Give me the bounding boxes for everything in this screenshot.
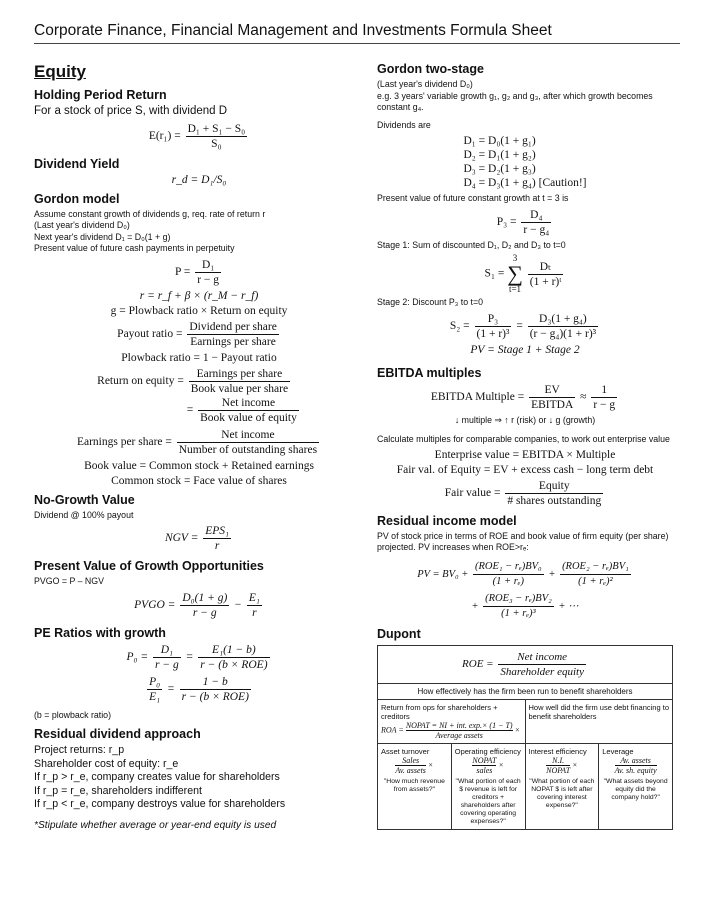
ebitda-heading: EBITDA multiples bbox=[377, 365, 482, 380]
dupont-c1-question: "How much revenue from assets?" bbox=[383, 777, 445, 793]
dividend-stack bbox=[463, 134, 586, 190]
page-title: Corporate Finance, Financial Management and Investments Formula Sheet bbox=[34, 22, 680, 44]
dupont-c1-times: × bbox=[427, 759, 434, 769]
dupont-c3-title: Interest efficiency bbox=[528, 746, 587, 756]
dividend-d3: D₃ = D₂(1 + g₃) bbox=[463, 163, 536, 175]
dupont-c1-num: Sales bbox=[395, 756, 426, 766]
s2-num2: D₃(1 + g₄) bbox=[528, 312, 598, 327]
ri-d3: (1 + rₑ)³ bbox=[501, 607, 536, 619]
roe-den2: Book value of equity bbox=[200, 411, 297, 424]
s2-den2: (r − g₄)(1 + r)³ bbox=[529, 327, 597, 340]
eps-den: Number of outstanding shares bbox=[178, 443, 318, 456]
g-formula: g = Plowback ratio × Return on equity bbox=[110, 304, 288, 317]
dupont-c4-title: Leverage bbox=[602, 746, 634, 756]
dupont-roa-lhs: ROA = bbox=[381, 724, 404, 734]
dupont-roe-num: Net income bbox=[498, 650, 586, 665]
pvgo-den2: r bbox=[252, 606, 257, 619]
pvgo-frac1 bbox=[180, 591, 229, 620]
gordon-heading: Gordon model bbox=[34, 191, 120, 206]
payout-formula bbox=[34, 320, 364, 349]
ebitda-frac2 bbox=[591, 383, 617, 412]
s2-frac2 bbox=[528, 312, 598, 341]
gordon-p-num: D₁ bbox=[195, 258, 221, 273]
residual-div-l4: If r_p = r_e, shareholders indifferent bbox=[34, 784, 202, 797]
ebitda-num1: EV bbox=[529, 383, 575, 398]
pe-n2: E₁(1 − b) bbox=[198, 643, 269, 658]
dividend-d4: D₄ = D₃(1 + g₄) [Caution!] bbox=[463, 177, 587, 189]
pe-heading: PE Ratios with growth bbox=[34, 625, 166, 640]
dividend-list bbox=[377, 134, 673, 190]
ri-frac2 bbox=[560, 560, 631, 589]
pvgo-heading: Present Value of Growth Opportunities bbox=[34, 559, 264, 573]
dupont-c3-times: × bbox=[572, 759, 578, 769]
two-stage-l3: Dividends are bbox=[377, 119, 431, 130]
roe-den1: Book value per share bbox=[190, 382, 289, 395]
sum-bottom: t=1 bbox=[508, 284, 522, 294]
roe-lhs: Return on equity = bbox=[97, 374, 184, 387]
pvgo-frac2 bbox=[247, 591, 262, 620]
dividend-d2: D₂ = D₁(1 + g₂) bbox=[463, 149, 536, 161]
pe-lhs1: P₀ = bbox=[126, 650, 149, 663]
dupont-c2-formula bbox=[455, 756, 522, 775]
fv-num: Equity bbox=[505, 479, 603, 494]
dupont-cell-operating-efficiency bbox=[452, 744, 526, 829]
dupont-c3-num: N.I. bbox=[546, 756, 570, 766]
dupont-c4-frac bbox=[615, 756, 657, 775]
plowback-formula: Plowback ratio = 1 − Payout ratio bbox=[121, 351, 277, 364]
dupont-c4-den: Av. sh. equity bbox=[614, 765, 657, 775]
pe-d2: r − (b × ROE) bbox=[200, 658, 268, 671]
residual-div-l1: Project returns: r_p bbox=[34, 744, 125, 756]
dupont-c2-times: × bbox=[498, 759, 504, 769]
dupont-c2-num: NOPAT bbox=[472, 755, 497, 765]
dupont-c1-formula bbox=[381, 756, 448, 775]
gordon-p-formula bbox=[34, 258, 364, 287]
payout-frac bbox=[187, 320, 279, 349]
ri-plus1: + bbox=[548, 568, 556, 580]
div-yield-heading: Dividend Yield bbox=[34, 156, 120, 171]
roe-stack bbox=[187, 367, 301, 425]
dupont-roe-frac bbox=[498, 650, 586, 679]
dupont-cell-leverage bbox=[599, 744, 672, 829]
payout-den: Earnings per share bbox=[190, 335, 276, 348]
ri-tail: + ⋯ bbox=[558, 600, 579, 612]
gordon-p-lhs: P = bbox=[174, 265, 191, 278]
residual-div-heading: Residual dividend approach bbox=[34, 727, 201, 741]
ri-d1: (1 + rₑ) bbox=[492, 575, 525, 587]
pe-lhs2-frac bbox=[147, 675, 162, 704]
residual-income-formula-2 bbox=[377, 592, 673, 621]
dupont-cell-asset-turnover bbox=[378, 744, 452, 829]
p3-den: r − g₄ bbox=[523, 223, 550, 236]
pv-stages: PV = Stage 1 + Stage 2 bbox=[470, 343, 580, 356]
dupont-roa-num: NOPAT = NI + int. exp.× (1 − T) bbox=[405, 720, 513, 730]
ngv-den: r bbox=[214, 540, 220, 552]
p3-formula bbox=[377, 208, 673, 237]
gordon-l4: Present value of future cash payments in perpetuity bbox=[34, 243, 235, 253]
gordon-l1: Assume constant growth of dividends g, req. rate of return r bbox=[34, 208, 266, 219]
s1-formula bbox=[377, 254, 673, 294]
s1-lhs: S₁ = bbox=[484, 267, 505, 280]
dupont-c2-question: "What portion of each $ revenue is left for creditors + shareholders after covering operating expenses?" bbox=[455, 777, 521, 825]
s1-den: (1 + r)ᵗ bbox=[529, 275, 562, 288]
pe-frac2 bbox=[198, 643, 269, 672]
dupont-c2-frac bbox=[472, 756, 496, 775]
p3-lhs: P₃ = bbox=[496, 215, 517, 228]
hpr-lhs: E(r₁) = bbox=[148, 129, 181, 142]
hpr-frac bbox=[186, 122, 248, 151]
dupont-c1-frac bbox=[395, 756, 426, 775]
fv-frac bbox=[505, 479, 603, 508]
dupont-leverage-note: How well did the firm use debt financing to benefit shareholders bbox=[528, 702, 669, 721]
dupont-c3-formula bbox=[529, 756, 596, 775]
ebitda-approx: ≈ bbox=[580, 390, 587, 403]
dupont-c4-formula bbox=[602, 756, 669, 775]
ebitda-den2: r − g bbox=[593, 398, 616, 411]
dupont-box bbox=[377, 645, 673, 830]
ebitda-lhs: EBITDA Multiple = bbox=[430, 390, 525, 403]
hpr-desc: For a stock of price S, with dividend D bbox=[34, 105, 228, 117]
p3-num: D₄ bbox=[521, 208, 551, 223]
pe-eq2: = bbox=[167, 682, 175, 695]
dupont-c4-question: "What assets beyond equity did the company hold?" bbox=[603, 777, 668, 801]
dupont-roe-den: Shareholder equity bbox=[500, 665, 584, 678]
ngv-num: EPS₁ bbox=[205, 525, 230, 537]
div-yield-formula: r_d = D₁/S₀ bbox=[171, 173, 227, 186]
ngv-lhs: NGV = bbox=[164, 532, 199, 545]
roe-formula bbox=[34, 367, 364, 425]
roe-num2: Net income bbox=[198, 396, 299, 411]
dupont-caption: How effectively has the firm been run to benefit shareholders bbox=[378, 684, 672, 700]
residual-income-heading: Residual income model bbox=[377, 513, 517, 528]
dupont-roa-note: Return from ops for shareholders + creditors bbox=[381, 702, 498, 721]
ri-n2: (ROE₂ − rₑ)BV₁ bbox=[560, 560, 631, 575]
roe-frac2 bbox=[198, 396, 299, 425]
residual-income-formula bbox=[377, 560, 673, 589]
sum-top: 3 bbox=[512, 253, 518, 263]
dupont-c1-den: Av. assets bbox=[395, 765, 426, 775]
payout-lhs: Payout ratio = bbox=[117, 327, 183, 340]
roe-frac1 bbox=[189, 367, 290, 396]
fv-lhs: Fair value = bbox=[444, 486, 501, 499]
ebitda-arrow: ↓ multiple ⇒ ↑ r (risk) or ↓ g (growth) bbox=[454, 414, 596, 425]
dupont-roe bbox=[378, 646, 672, 684]
dupont-c2-den: sales bbox=[476, 765, 493, 775]
ebitda-formula bbox=[377, 383, 673, 412]
s1-frac bbox=[528, 260, 564, 289]
pvgo-minus: − bbox=[234, 598, 242, 611]
gordon-l2: (Last year's dividend D₀) bbox=[34, 220, 130, 230]
pe-formula-2 bbox=[34, 675, 364, 704]
pe-n3: 1 − b bbox=[180, 675, 251, 690]
pe-eq: = bbox=[185, 650, 194, 663]
pvgo-desc: PVGO = P – NGV bbox=[34, 576, 104, 586]
ebitda-desc: Calculate multiples for comparable companies, to work out enterprise value bbox=[377, 434, 670, 444]
dupont-roe-lhs: ROE = bbox=[462, 657, 494, 670]
dupont-c3-question: "What portion of each NOPAT $ is left after covering interest expense?" bbox=[529, 777, 595, 809]
gordon-l3: Next year's dividend D₁ = D₀(1 + g) bbox=[34, 231, 171, 242]
dupont-c3-frac bbox=[546, 756, 570, 775]
fair-equity-formula: Fair val. of Equity = EV + excess cash − long term debt bbox=[396, 463, 654, 476]
hpr-formula bbox=[34, 122, 364, 151]
ri-frac1 bbox=[473, 560, 544, 589]
ngv-heading: No-Growth Value bbox=[34, 492, 135, 507]
footnote: *Stipulate whether average or year-end equity is used bbox=[34, 819, 277, 831]
hpr-den: S₀ bbox=[211, 137, 222, 150]
ev-formula: Enterprise value = EBITDA × Multiple bbox=[434, 448, 616, 461]
sum-symbol bbox=[507, 254, 523, 294]
roe-num1: Earnings per share bbox=[189, 367, 290, 382]
ri-plus2: + bbox=[471, 600, 479, 612]
s2-num1: P₃ bbox=[475, 312, 512, 327]
two-stage-l4: Present value of future constant growth at t = 3 is bbox=[377, 193, 569, 203]
pe-d1: r − g bbox=[155, 658, 179, 671]
gordon-p-frac bbox=[195, 258, 221, 287]
ngv-frac bbox=[203, 524, 231, 553]
two-stage-l2: e.g. 3 years' variable growth g₁, g₂ and g₃, after which growth becomes constant g₄. bbox=[377, 90, 653, 112]
book-value-formula: Book value = Common stock + Retained earnings bbox=[84, 459, 314, 472]
pe-n1: D₁ bbox=[153, 643, 181, 658]
ri-d2: (1 + rₑ)² bbox=[578, 575, 613, 587]
ri-n3: (ROE₃ − rₑ)BV₂ bbox=[483, 592, 554, 607]
dupont-roa-cell bbox=[378, 700, 526, 743]
capm-formula: r = r_f + β × (r_M − r_f) bbox=[139, 289, 259, 302]
dupont-roa-formula bbox=[381, 721, 522, 740]
fair-value-formula bbox=[377, 479, 673, 508]
p3-frac bbox=[521, 208, 551, 237]
s2-frac1 bbox=[475, 312, 512, 341]
pe-lhs2d: E₁ bbox=[149, 690, 161, 703]
dupont-cell-interest-efficiency bbox=[526, 744, 600, 829]
eps-formula bbox=[34, 428, 364, 457]
s2-formula bbox=[377, 312, 673, 341]
common-stock-formula: Common stock = Face value of shares bbox=[111, 474, 287, 487]
hpr-num: D₁ + S₁ − S₀ bbox=[187, 122, 246, 135]
dupont-roa-frac bbox=[406, 721, 513, 740]
sum-sign: ∑ bbox=[507, 261, 523, 286]
pe-d3: r − (b × ROE) bbox=[181, 690, 249, 703]
residual-div-l5: If r_p < r_e, company destroys value for shareholders bbox=[34, 798, 286, 810]
two-stage-l1: (Last year's dividend D₀) bbox=[377, 79, 473, 89]
dividend-d1: D₁ = D₀(1 + g₁) bbox=[463, 135, 536, 147]
dupont-c1-title: Asset turnover bbox=[381, 746, 430, 756]
stage2-label: Stage 2: Discount P₃ to t=0 bbox=[377, 297, 484, 307]
ri-lhs: PV = BV₀ + bbox=[417, 568, 469, 580]
pvgo-formula bbox=[34, 591, 364, 620]
ebitda-num2: 1 bbox=[591, 383, 617, 398]
stage1-label: Stage 1: Sum of discounted D₁, D₂ and D₃ to t=0 bbox=[377, 239, 566, 250]
pe-frac3 bbox=[180, 675, 251, 704]
eps-num: Net income bbox=[177, 428, 319, 443]
residual-div-l2: Shareholder cost of equity: r_e bbox=[34, 757, 179, 770]
pvgo-num1: D₀(1 + g) bbox=[182, 591, 228, 604]
pe-note: (b = plowback ratio) bbox=[34, 709, 112, 720]
right-column bbox=[377, 60, 673, 830]
left-column bbox=[34, 60, 364, 831]
equity-title: Equity bbox=[34, 62, 86, 81]
pe-formula-1 bbox=[34, 643, 364, 672]
pe-frac1 bbox=[153, 643, 181, 672]
residual-div-l3: If r_p > r_e, company creates value for shareholders bbox=[34, 771, 280, 783]
dupont-c2-title: Operating efficiency bbox=[454, 746, 521, 756]
dupont-c3-den: NOPAT bbox=[546, 765, 571, 775]
dupont-row2 bbox=[378, 700, 672, 744]
payout-num: Dividend per share bbox=[189, 320, 277, 333]
gordon-p-den: r − g bbox=[197, 273, 220, 286]
residual-income-desc: PV of stock price in terms of ROE and book value of firm equity (per share) projected. PV increases when ROE>rₑ: bbox=[377, 530, 669, 552]
s2-den1: (1 + r)³ bbox=[476, 327, 510, 340]
dupont-roa-den: Average assets bbox=[435, 730, 483, 740]
roe-eq2: = bbox=[186, 403, 194, 416]
dupont-heading: Dupont bbox=[377, 626, 421, 641]
two-stage-heading: Gordon two-stage bbox=[377, 62, 484, 76]
hpr-heading: Holding Period Return bbox=[34, 88, 167, 102]
pe-lhs2n: P₀ bbox=[149, 675, 161, 688]
s2-lhs: S₂ = bbox=[449, 319, 470, 332]
ngv-formula bbox=[34, 524, 364, 553]
dupont-roa-times: × bbox=[514, 724, 520, 734]
pvgo-num2: E₁ bbox=[248, 591, 260, 604]
eps-lhs: Earnings per share = bbox=[76, 435, 172, 448]
fv-den: # shares outstanding bbox=[507, 494, 602, 507]
ri-n1: (ROE₁ − rₑ)BV₀ bbox=[473, 560, 544, 575]
dupont-c4-num: Av. assets bbox=[615, 756, 657, 766]
ebitda-frac1 bbox=[529, 383, 575, 412]
s1-num: Dₜ bbox=[528, 260, 564, 275]
eps-frac bbox=[177, 428, 319, 457]
pvgo-lhs: PVGO = bbox=[134, 598, 176, 611]
pvgo-den1: r − g bbox=[192, 606, 217, 619]
ngv-desc: Dividend @ 100% payout bbox=[34, 509, 134, 520]
ebitda-den1: EBITDA bbox=[531, 398, 574, 411]
ri-frac3 bbox=[483, 592, 554, 621]
dupont-row3 bbox=[378, 744, 672, 829]
s2-eq: = bbox=[516, 319, 523, 332]
